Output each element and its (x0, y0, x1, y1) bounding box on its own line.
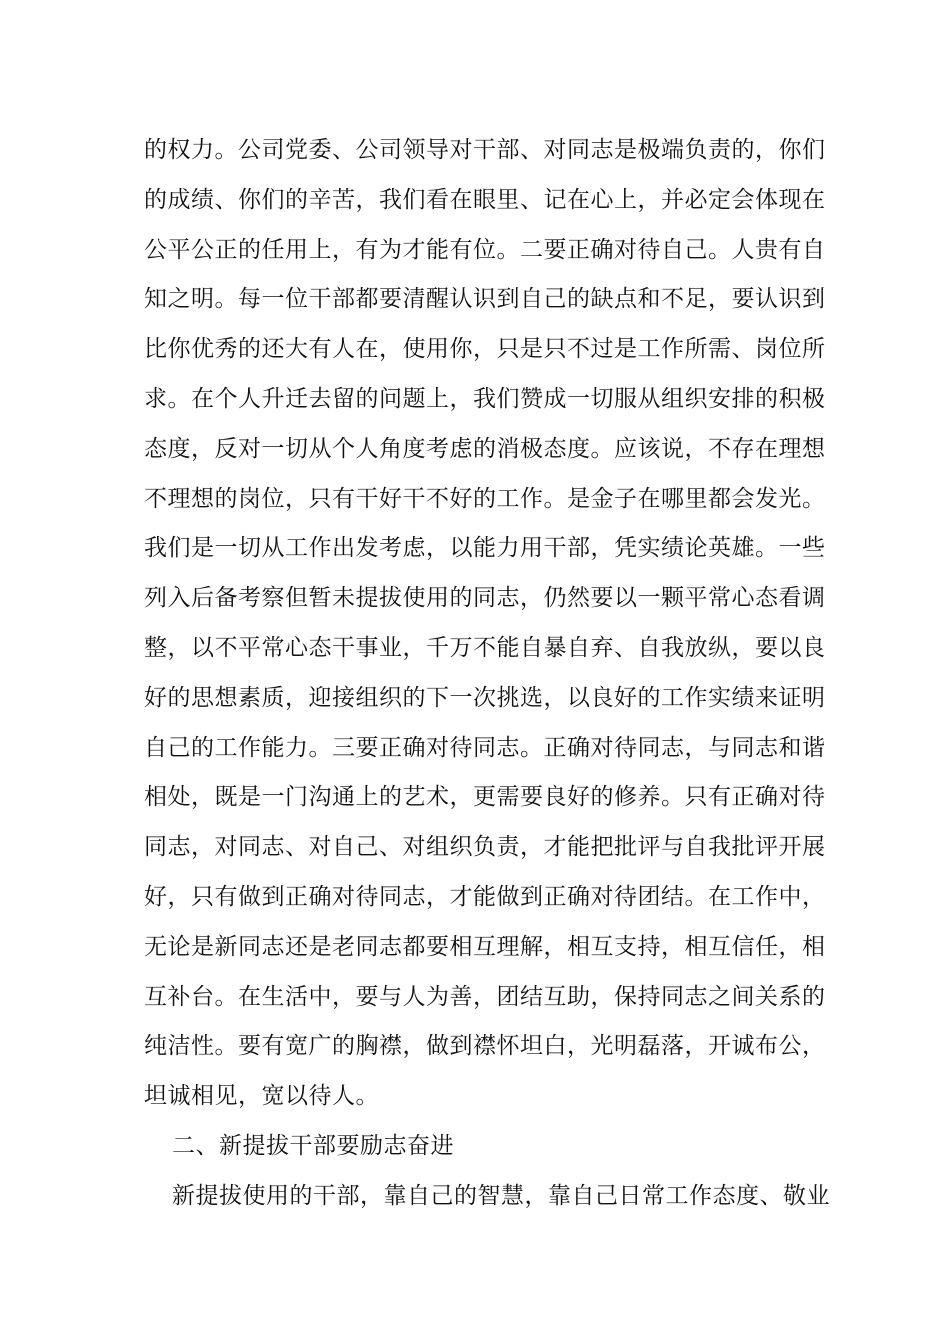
section-heading: 二、新提拔干部要励志奋进 (172, 1132, 454, 1159)
text-line: 自己的工作能力。三要正确对待同志。正确对待同志，与同志和谐 (144, 734, 826, 761)
text-line: 的成绩、你们的辛苦，我们看在眼里、记在心上，并必定会体现在 (144, 186, 826, 213)
text-line: 同志，对同志、对自己、对组织负责，才能把批评与自我批评开展 (144, 834, 826, 861)
text-line: 好，只有做到正确对待同志，才能做到正确对待团结。在工作中， (144, 883, 826, 910)
text-line: 纯洁性。要有宽广的胸襟，做到襟怀坦白，光明磊落，开诚布公， (144, 1033, 826, 1060)
text-line: 无论是新同志还是老同志都要相互理解，相互支持，相互信任，相 (144, 933, 826, 960)
text-line: 列入后备考察但暂未提拔使用的同志，仍然要以一颗平常心态看调 (144, 585, 826, 612)
text-line: 求。在个人升迁去留的问题上，我们赞成一切服从组织安排的积极 (144, 385, 826, 412)
document-body (144, 126, 830, 1222)
text-line: 比你优秀的还大有人在，使用你，只是只不过是工作所需、岗位所 (144, 336, 826, 363)
paragraph-first-line: 新提拔使用的干部，靠自己的智慧，靠自己日常工作态度、敬业 (172, 1182, 830, 1209)
text-line: 的权力。公司党委、公司领导对干部、对同志是极端负责的，你们 (144, 137, 826, 163)
text-line: 我们是一切从工作出发考虑，以能力用干部，凭实绩论英雄。一些 (144, 535, 826, 562)
text-line: 不理想的岗位，只有干好干不好的工作。是金子在哪里都会发光。 (144, 485, 826, 512)
text-line: 好的思想素质，迎接组织的下一次挑选，以良好的工作实绩来证明 (144, 684, 826, 711)
text-line: 整，以不平常心态干事业，千万不能自暴自弃、自我放纵，要以良 (144, 634, 826, 661)
text-line: 公平公正的任用上，有为才能有位。二要正确对待自己。人贵有自 (144, 236, 826, 263)
text-line: 知之明。每一位干部都要清醒认识到自己的缺点和不足，要认识到 (144, 286, 826, 313)
text-line: 相处，既是一门沟通上的艺术，更需要良好的修养。只有正确对待 (144, 784, 826, 811)
text-line: 坦诚相见，宽以待人。 (144, 1083, 379, 1110)
text-line: 态度，反对一切从个人角度考虑的消极态度。应该说，不存在理想 (144, 435, 826, 462)
text-line: 互补台。在生活中，要与人为善，团结互助，保持同志之间关系的 (144, 983, 826, 1010)
